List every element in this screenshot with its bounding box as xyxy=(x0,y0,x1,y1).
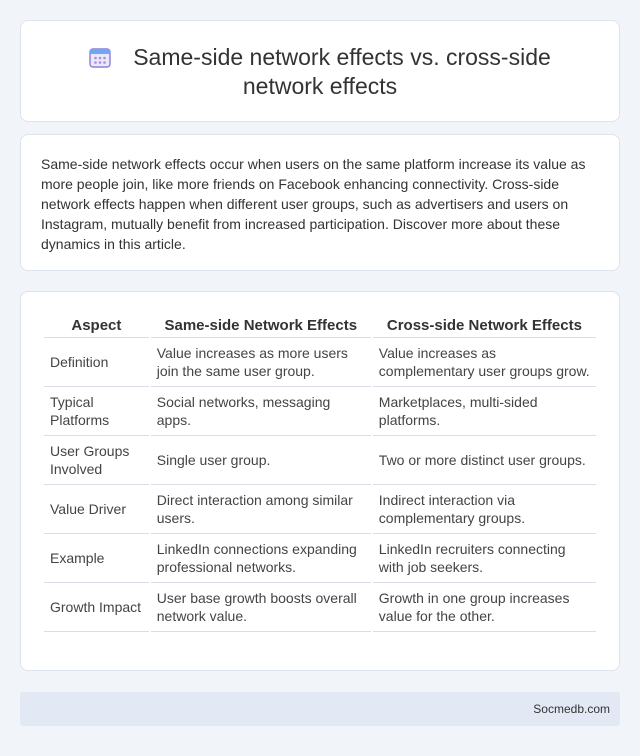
table-row xyxy=(44,436,596,485)
cross-side-cell: Marketplaces, multi-sided platforms. xyxy=(373,387,596,436)
footer-site-link[interactable]: Socmedb.com xyxy=(533,702,610,716)
comparison-table-card xyxy=(20,291,620,671)
column-header-aspect: Aspect xyxy=(44,314,149,338)
aspect-cell: Growth Impact xyxy=(44,583,149,632)
same-side-cell: Value increases as more users join the same user group. xyxy=(151,338,371,387)
page-title xyxy=(21,43,619,101)
cross-side-cell: Indirect interaction via complementary groups. xyxy=(373,485,596,534)
same-side-cell: LinkedIn connections expanding professional networks. xyxy=(151,534,371,583)
title-card xyxy=(20,20,620,122)
aspect-cell: Value Driver xyxy=(44,485,149,534)
cross-side-cell: Growth in one group increases value for the other. xyxy=(373,583,596,632)
aspect-cell: User Groups Involved xyxy=(44,436,149,485)
table-row xyxy=(44,534,596,583)
same-side-cell: Direct interaction among similar users. xyxy=(151,485,371,534)
table-row xyxy=(44,387,596,436)
column-header-same-side: Same-side Network Effects xyxy=(151,314,371,338)
table-row xyxy=(44,338,596,387)
same-side-cell: Single user group. xyxy=(151,436,371,485)
aspect-cell: Typical Platforms xyxy=(44,387,149,436)
column-header-cross-side: Cross-side Network Effects xyxy=(373,314,596,338)
comparison-table xyxy=(42,314,598,632)
same-side-cell: User base growth boosts overall network value. xyxy=(151,583,371,632)
cross-side-cell: Value increases as complementary user groups grow. xyxy=(373,338,596,387)
table-row xyxy=(44,485,596,534)
intro-card xyxy=(20,134,620,271)
intro-paragraph: Same-side network effects occur when users on the same platform increase its value as more people join, like more friends on Facebook enhancing connectivity. Cross-side network effects happen when different user groups, such as advertisers and users on Instagram, mutually benefit from increased participation. Discover more about these dynamics in this article. xyxy=(41,156,586,252)
footer-bar xyxy=(20,692,620,726)
cross-side-cell: Two or more distinct user groups. xyxy=(373,436,596,485)
same-side-cell: Social networks, messaging apps. xyxy=(151,387,371,436)
cross-side-cell: LinkedIn recruiters connecting with job seekers. xyxy=(373,534,596,583)
table-header-row xyxy=(44,314,596,338)
page-title-text: Same-side network effects vs. cross-side network effects xyxy=(133,44,551,99)
calendar-icon xyxy=(89,46,111,68)
table-row xyxy=(44,583,596,632)
aspect-cell: Definition xyxy=(44,338,149,387)
aspect-cell: Example xyxy=(44,534,149,583)
